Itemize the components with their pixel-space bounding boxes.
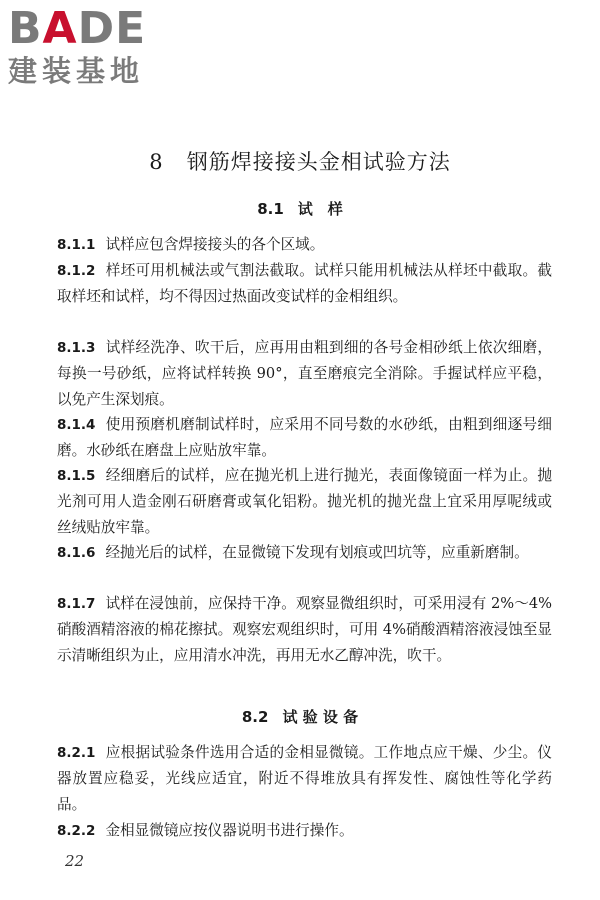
clause-text: 试样应包含焊接接头的各个区域。 xyxy=(105,236,325,253)
clause xyxy=(57,232,552,258)
clause-number: 8.1.7 xyxy=(57,596,96,612)
clause-number: 8.1.4 xyxy=(57,417,96,433)
clause xyxy=(57,258,552,310)
clause xyxy=(57,335,552,412)
clause xyxy=(57,591,552,668)
clause-text: 试样在浸蚀前，应保持干净。观察显微组织时，可采用浸有 2%～4%硝酸酒精溶液的棉花擦拭。观察宏观组织时，可用 4%硝酸酒精溶液浸蚀至显示清晰组织为止，应用清水冲洗，再用无水乙醇冲洗，吹干。 xyxy=(57,595,552,664)
clause-text: 样坯可用机械法或气割法截取。试样只能用机械法从样坯中截取。截取样坯和试样，均不得因过热面改变试样的金相组织。 xyxy=(57,262,552,306)
clause-text: 金相显微镜应按仪器说明书进行操作。 xyxy=(105,822,354,839)
section-title: 8.1 试 样 xyxy=(257,200,343,218)
clause xyxy=(57,818,552,844)
chapter-title xyxy=(0,146,600,176)
clause-text: 使用预磨机磨制试样时，应采用不同号数的水砂纸，由粗到细逐号细磨。水砂纸在磨盘上应贴放牢靠。 xyxy=(57,416,552,460)
clause-number: 8.1.3 xyxy=(57,340,96,356)
clause xyxy=(57,463,552,540)
chapter-title-text: 钢筋焊接接头金相试验方法 xyxy=(186,150,451,174)
clause-number: 8.2.2 xyxy=(57,823,96,839)
clause-number: 8.1.6 xyxy=(57,545,96,561)
clause-number: 8.1.5 xyxy=(57,468,96,484)
clause-text: 应根据试验条件选用合适的金相显微镜。工作地点应干燥、少尘。仪器放置应稳妥，光线应适宜，附近不得堆放具有挥发性、腐蚀性等化学药品。 xyxy=(57,744,552,813)
logo-wordmark: BADE xyxy=(8,3,147,54)
clause xyxy=(57,412,552,464)
section-title: 8.2 试 验 设 备 xyxy=(241,708,359,726)
clause xyxy=(57,540,552,566)
clause-text: 经抛光后的试样，在显微镜下发现有划痕或凹坑等，应重新磨制。 xyxy=(105,544,529,561)
clause-number: 8.1.2 xyxy=(57,263,96,279)
logo-subtitle: 建装基地 xyxy=(8,54,145,88)
chapter-number: 8 xyxy=(149,150,164,174)
clause xyxy=(57,740,552,817)
page-number: 22 xyxy=(65,852,85,870)
clause-number: 8.2.1 xyxy=(57,745,96,761)
clause-text: 试样经洗净、吹干后，应再用由粗到细的各号金相砂纸上依次细磨，每换一号砂纸，应将试样转换 90°，直至磨痕完全消除。手握试样应平稳，以免产生深划痕。 xyxy=(57,339,552,408)
clause-number: 8.1.1 xyxy=(57,237,96,253)
logo xyxy=(8,4,183,88)
clause-text: 经细磨后的试样，应在抛光机上进行抛光，表面像镜面一样为止。抛光剂可用人造金刚石研磨膏或氧化铝粉。抛光机的抛光盘上宜采用厚呢绒或丝绒贴放牢靠。 xyxy=(57,467,552,536)
